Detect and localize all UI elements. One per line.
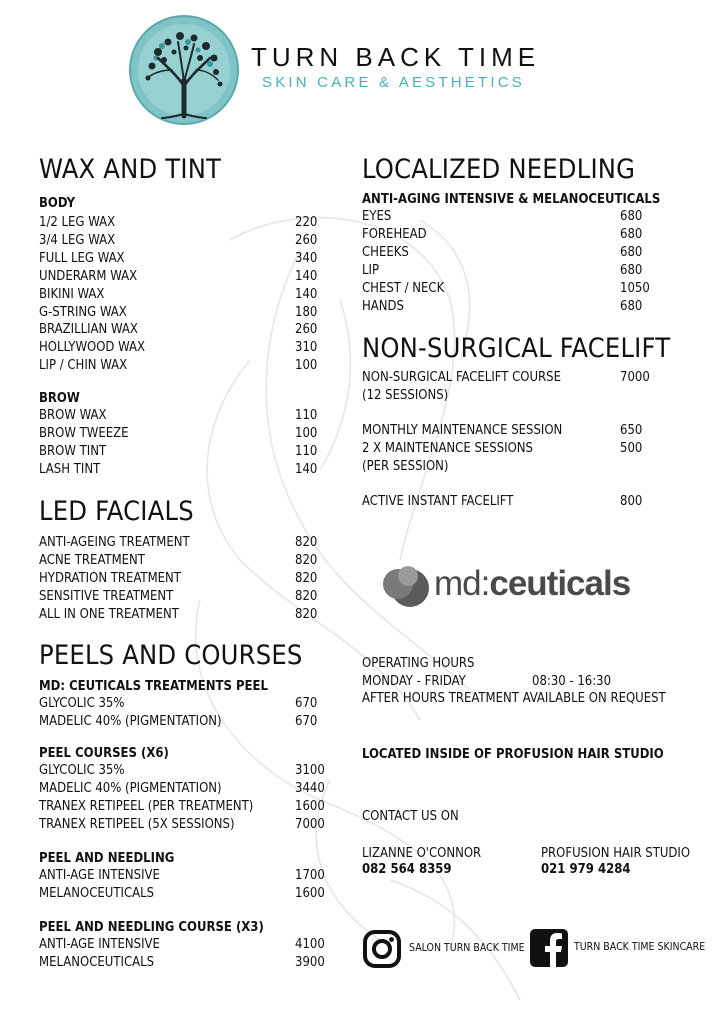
peel-group-heading: PEEL COURSES (X6) (39, 746, 169, 761)
service-name: FULL LEG WAX (39, 250, 125, 266)
service-name: HOLLYWOOD WAX (39, 340, 145, 356)
service-price: 1700 (295, 868, 325, 883)
service-name: 1/2 LEG WAX (39, 215, 116, 230)
service-price: 180 (295, 304, 318, 320)
price-row (39, 461, 335, 479)
service-price: 260 (295, 232, 318, 248)
service-price: 670 (295, 713, 318, 729)
service-name: LASH TINT (39, 461, 101, 477)
body-heading: BODY (39, 196, 76, 211)
service-price: 110 (295, 408, 318, 423)
service-name: GLYCOLIC 35% (39, 763, 125, 778)
service-price: 340 (295, 250, 318, 266)
contact-person-2: PROFUSION HAIR STUDIO (541, 846, 691, 861)
price-row (39, 268, 335, 286)
service-name: LIP (362, 262, 380, 278)
facelift-monthly: MONTHLY MAINTENANCE SESSION (362, 423, 563, 438)
price-row (39, 286, 335, 304)
service-price: 140 (295, 461, 318, 477)
price-row (362, 280, 660, 298)
service-price: 820 (295, 535, 318, 550)
brow-heading: BROW (39, 391, 80, 406)
service-name: GLYCOLIC 35% (39, 696, 125, 711)
price-row (39, 885, 335, 903)
hours-after: AFTER HOURS TREATMENT AVAILABLE ON REQUEST (362, 691, 666, 706)
facelift-active: ACTIVE INSTANT FACELIFT (362, 494, 514, 509)
service-name: MADELIC 40% (PIGMENTATION) (39, 713, 222, 729)
needling-title: LOCALIZED NEEDLING (362, 154, 636, 185)
service-price: 3440 (295, 780, 325, 796)
price-row (39, 954, 335, 972)
instagram-handle: SALON TURN BACK TIME (409, 942, 525, 954)
facelift-monthly-price: 650 (620, 423, 643, 438)
service-price: 1050 (620, 280, 650, 296)
facelift-active-price: 800 (620, 494, 643, 509)
service-price: 680 (620, 298, 643, 314)
price-row (39, 606, 335, 624)
service-name: HANDS (362, 298, 404, 314)
service-name: HYDRATION TREATMENT (39, 570, 181, 586)
price-row (39, 713, 335, 731)
peel-group-heading: MD: CEUTICALS TREATMENTS PEEL (39, 679, 268, 694)
hours-heading: OPERATING HOURS (362, 656, 475, 671)
peel-group-heading: PEEL AND NEEDLING (39, 851, 175, 866)
facebook-icon (529, 928, 569, 968)
service-name: TRANEX RETIPEEL (PER TREATMENT) (39, 798, 254, 814)
hours-time: 08:30 - 16:30 (532, 674, 612, 689)
price-row (39, 232, 335, 250)
price-row (39, 339, 335, 357)
mdceuticals-logo (382, 562, 632, 612)
price-row (39, 304, 335, 322)
facebook-link[interactable] (529, 928, 706, 970)
service-name: ACNE TREATMENT (39, 552, 145, 568)
price-row (39, 816, 335, 834)
wax-tint-title: WAX AND TINT (39, 154, 222, 185)
price-row (39, 570, 335, 588)
mdceuticals-colon: : (480, 564, 490, 603)
service-price: 670 (295, 696, 318, 711)
facelift-two-x-price: 500 (620, 441, 643, 456)
service-price: 110 (295, 443, 318, 459)
service-name: 3/4 LEG WAX (39, 232, 116, 248)
price-row (362, 226, 660, 244)
service-name: BROW TINT (39, 443, 107, 459)
service-name: UNDERARM WAX (39, 268, 138, 284)
price-row (39, 798, 335, 816)
service-name: CHEST / NECK (362, 280, 445, 296)
service-price: 820 (295, 588, 318, 604)
price-row (39, 357, 335, 375)
price-row (39, 936, 335, 954)
instagram-link[interactable] (362, 929, 532, 969)
facelift-title: NON-SURGICAL FACELIFT (362, 333, 671, 364)
price-row (39, 534, 335, 552)
peel-group-heading: PEEL AND NEEDLING COURSE (X3) (39, 920, 264, 935)
price-row (362, 208, 660, 226)
service-price: 3100 (295, 763, 325, 778)
service-price: 680 (620, 226, 643, 242)
contact-heading: CONTACT US ON (362, 809, 459, 824)
service-name: MELANOCEUTICALS (39, 885, 155, 901)
facelift-course-sessions: (12 SESSIONS) (362, 388, 449, 403)
mdceuticals-md: md (434, 564, 481, 603)
service-name: BROW TWEEZE (39, 425, 129, 441)
service-price: 260 (295, 322, 318, 338)
price-row (39, 321, 335, 339)
service-name: FOREHEAD (362, 226, 427, 242)
hours-days: MONDAY - FRIDAY (362, 674, 466, 689)
mdceuticals-wordmark: ceuticals (489, 564, 631, 603)
service-price: 1600 (295, 798, 325, 814)
price-row (39, 214, 335, 232)
facelift-course-price: 7000 (620, 370, 650, 385)
price-row (39, 695, 335, 713)
service-price: 820 (295, 606, 318, 622)
brand-title: TURN BACK TIME (251, 42, 541, 72)
service-price: 680 (620, 262, 643, 278)
led-facials-title: LED FACIALS (39, 496, 194, 527)
service-name: LIP / CHIN WAX (39, 358, 128, 374)
service-name: EYES (362, 209, 392, 224)
price-row (39, 762, 335, 780)
service-name: G-STRING WAX (39, 304, 127, 320)
price-row (39, 443, 335, 461)
service-price: 680 (620, 244, 643, 260)
facelift-two-x-per-session: (PER SESSION) (362, 459, 449, 474)
service-price: 4100 (295, 937, 325, 952)
service-name: ALL IN ONE TREATMENT (39, 606, 179, 622)
price-row (362, 298, 660, 316)
service-price: 680 (620, 209, 643, 224)
service-price: 820 (295, 552, 318, 568)
service-name: ANTI-AGEING TREATMENT (39, 535, 190, 550)
service-name: SENSITIVE TREATMENT (39, 588, 174, 604)
tree-logo-icon (128, 14, 240, 126)
price-row (39, 780, 335, 798)
contact-phone-1[interactable]: 082 564 8359 (362, 862, 452, 877)
price-row (39, 250, 335, 268)
price-row (362, 262, 660, 280)
service-name: ANTI-AGE INTENSIVE (39, 868, 160, 883)
service-price: 1600 (295, 885, 325, 901)
service-name: BRAZILLIAN WAX (39, 322, 138, 338)
service-price: 220 (295, 215, 318, 230)
service-price: 3900 (295, 954, 325, 970)
price-row (39, 425, 335, 443)
service-price: 100 (295, 425, 318, 441)
price-row (39, 867, 335, 885)
mdceuticals-mark-icon (382, 562, 432, 612)
needling-heading: ANTI-AGING INTENSIVE & MELANOCEUTICALS (362, 192, 661, 207)
facebook-handle: TURN BACK TIME SKINCARE (574, 941, 706, 953)
service-price: 820 (295, 570, 318, 586)
service-price: 140 (295, 286, 318, 302)
service-price: 310 (295, 340, 318, 356)
service-price: 140 (295, 268, 318, 284)
instagram-icon (362, 929, 402, 969)
service-name: MADELIC 40% (PIGMENTATION) (39, 780, 222, 796)
service-price: 100 (295, 358, 318, 374)
service-name: BROW WAX (39, 408, 107, 423)
contact-phone-2[interactable]: 021 979 4284 (541, 862, 631, 877)
service-name: ANTI-AGE INTENSIVE (39, 937, 160, 952)
service-price: 7000 (295, 816, 325, 832)
facelift-course: NON-SURGICAL FACELIFT COURSE (362, 370, 561, 385)
service-name: TRANEX RETIPEEL (5X SESSIONS) (39, 816, 235, 832)
brand-tagline: SKIN CARE & AESTHETICS (262, 74, 525, 91)
price-row (39, 588, 335, 606)
brand-logo (128, 14, 240, 126)
price-row (39, 407, 335, 425)
service-name: MELANOCEUTICALS (39, 954, 155, 970)
facelift-two-x: 2 X MAINTENANCE SESSIONS (362, 441, 533, 456)
price-row (362, 244, 660, 262)
peels-title: PEELS AND COURSES (39, 640, 303, 671)
service-name: CHEEKS (362, 244, 409, 260)
contact-person-1: LIZANNE O'CONNOR (362, 846, 482, 861)
location-note: LOCATED INSIDE OF PROFUSION HAIR STUDIO (362, 747, 664, 762)
service-name: BIKINI WAX (39, 286, 105, 302)
price-row (39, 552, 335, 570)
